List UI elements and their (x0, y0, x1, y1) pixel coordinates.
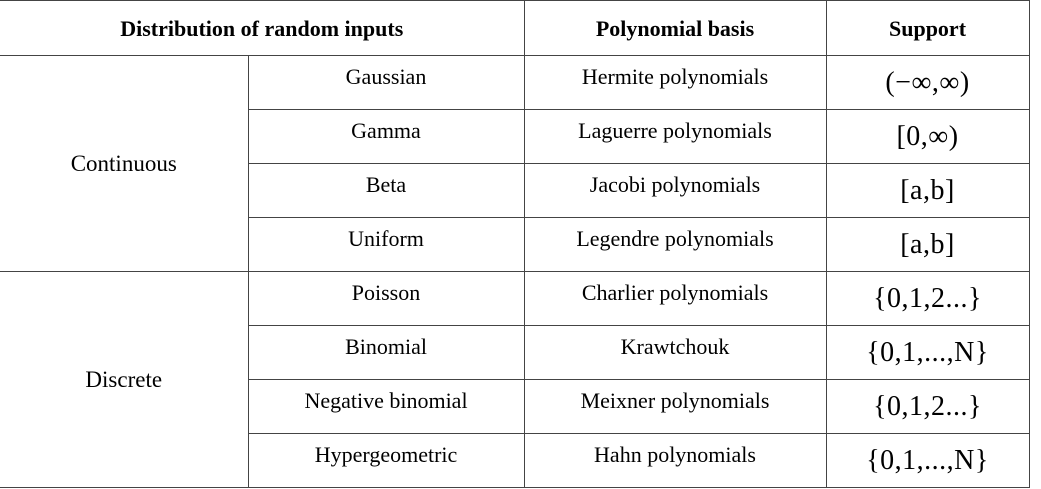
basis-cell: Meixner polynomials (524, 380, 826, 434)
support-cell: (−∞,∞) (826, 56, 1029, 110)
basis-cell: Charlier polynomials (524, 272, 826, 326)
basis-cell: Krawtchouk (524, 326, 826, 380)
support-cell: [a,b] (826, 218, 1029, 272)
table-row (0, 56, 1029, 110)
distribution-cell: Beta (248, 164, 524, 218)
group-label-continuous: Continuous (0, 56, 248, 272)
support-cell: [0,∞) (826, 110, 1029, 164)
distribution-cell: Poisson (248, 272, 524, 326)
distribution-cell: Hypergeometric (248, 434, 524, 488)
basis-cell: Hermite polynomials (524, 56, 826, 110)
table-header (0, 1, 1029, 56)
group-label-discrete: Discrete (0, 272, 248, 488)
distribution-cell: Gamma (248, 110, 524, 164)
basis-cell: Legendre polynomials (524, 218, 826, 272)
table-row (0, 272, 1029, 326)
distribution-cell: Negative binomial (248, 380, 524, 434)
support-cell: {0,1,2...} (826, 272, 1029, 326)
basis-cell: Hahn polynomials (524, 434, 826, 488)
support-cell: {0,1,...,N} (826, 434, 1029, 488)
header-support: Support (826, 1, 1029, 56)
distribution-cell: Uniform (248, 218, 524, 272)
header-basis: Polynomial basis (524, 1, 826, 56)
table-body (0, 56, 1029, 488)
support-cell: [a,b] (826, 164, 1029, 218)
support-cell: {0,1,...,N} (826, 326, 1029, 380)
basis-cell: Laguerre polynomials (524, 110, 826, 164)
basis-cell: Jacobi polynomials (524, 164, 826, 218)
distribution-cell: Gaussian (248, 56, 524, 110)
distribution-cell: Binomial (248, 326, 524, 380)
header-row (0, 1, 1029, 56)
support-cell: {0,1,2...} (826, 380, 1029, 434)
header-distribution: Distribution of random inputs (0, 1, 524, 56)
